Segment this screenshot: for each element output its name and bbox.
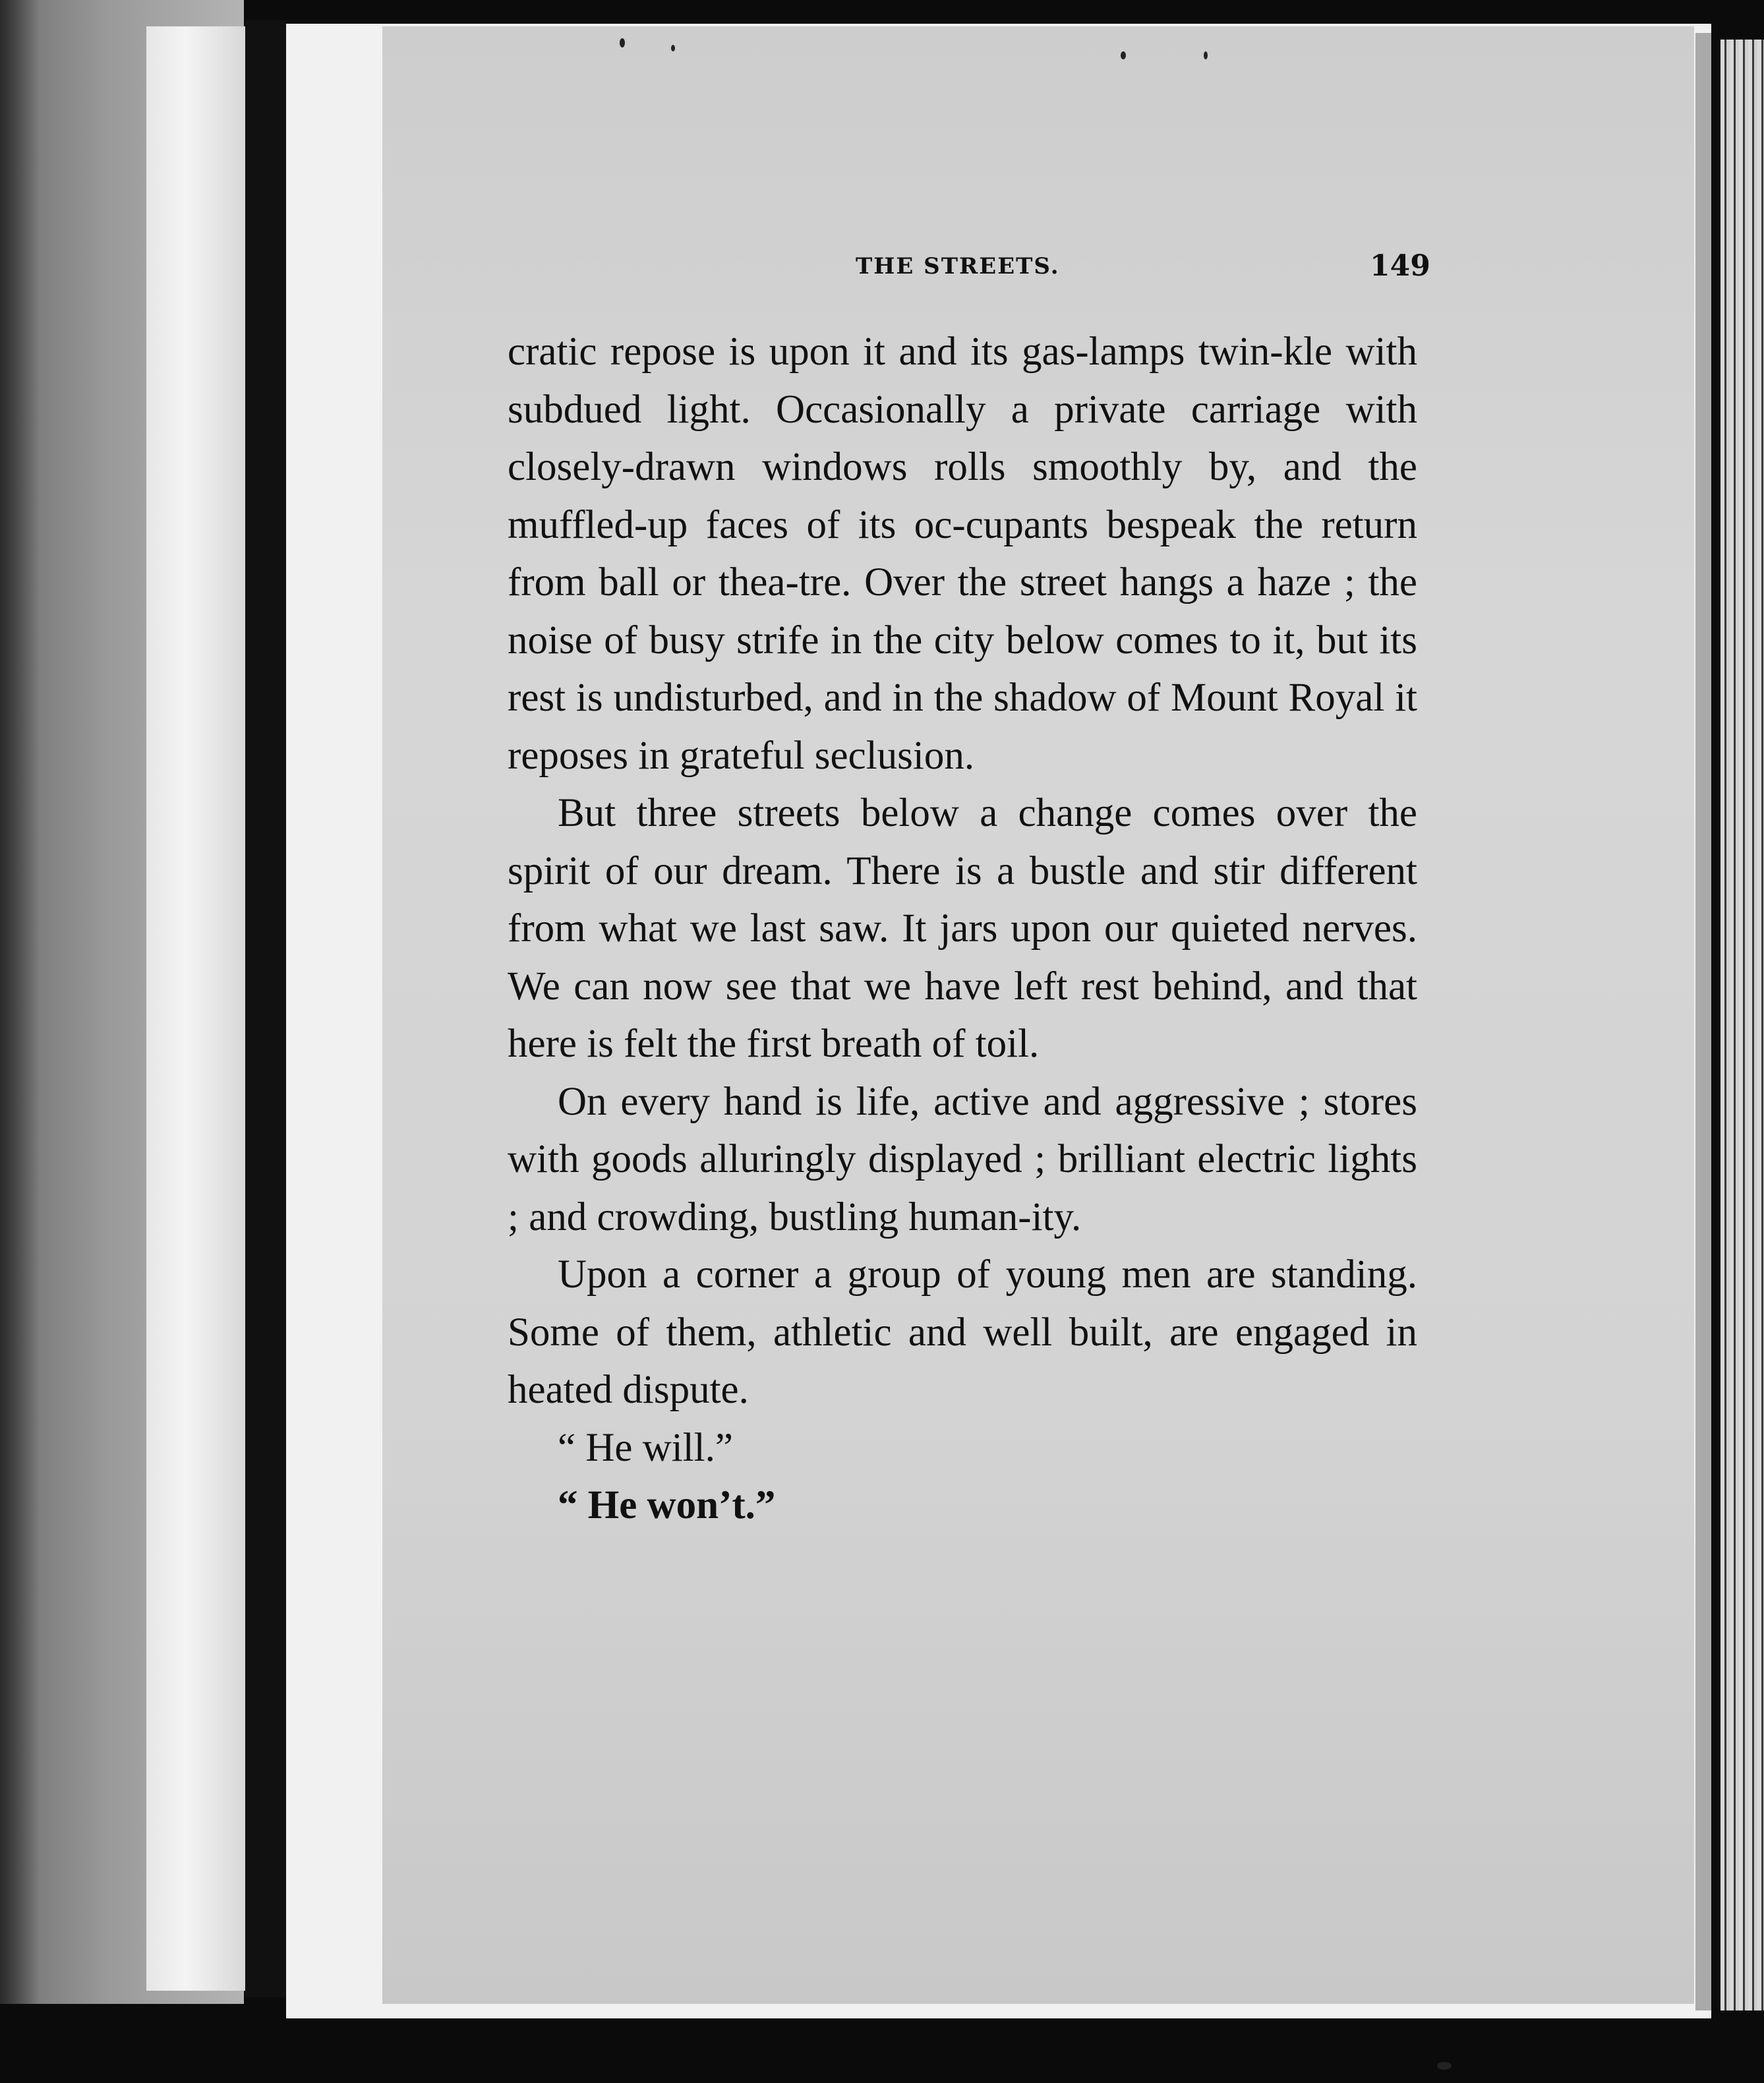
book-spine-highlight	[146, 26, 245, 1991]
dialogue-line: “ He will.”	[558, 1425, 733, 1470]
scan-speck	[620, 38, 625, 47]
dialogue-line: “ He won’t.”	[558, 1483, 776, 1527]
body-text	[508, 323, 1417, 1535]
running-head: THE STREETS.	[856, 253, 1060, 279]
stacked-page-edges	[1720, 40, 1764, 2010]
scan-speck	[1204, 51, 1208, 59]
scan-speck	[1437, 2062, 1452, 2070]
left-page-shadow	[0, 0, 40, 2004]
paragraph-continued: cratic repose is upon it and its gas-lamps twin-kle with subdued light. Occasionally a private carriage with closely-drawn windows rolls smoothly by, and the muffled-up faces of its oc-cupants bespeak the return from ball or thea-tre. Over the street hangs a haze ; the noise of busy strife in the city below comes to it, but its rest is undisturbed, and in the shadow of Mount Royal it reposes in grateful seclusion.	[508, 330, 1417, 778]
page-number: 149	[1370, 249, 1430, 283]
scan-speck	[1121, 51, 1126, 59]
paragraph: On every hand is life, active and aggressive ; stores with goods alluringly displayed ; brilliant electric lights ; and crowding, bustling human-ity.	[508, 1079, 1417, 1239]
page-edge-shadow	[1695, 33, 1711, 2010]
scan-speck	[671, 45, 675, 51]
paragraph: But three streets below a change comes over the spirit of our dream. There is a bustle and stir different from what we last saw. It jars upon our quieted nerves. We can now see that we have left rest behind, and that here is felt the first breath of toil.	[508, 791, 1417, 1066]
paragraph: Upon a corner a group of young men are standing. Some of them, athletic and well built, are engaged in heated dispute.	[508, 1252, 1417, 1412]
book-gutter	[245, 20, 286, 1997]
